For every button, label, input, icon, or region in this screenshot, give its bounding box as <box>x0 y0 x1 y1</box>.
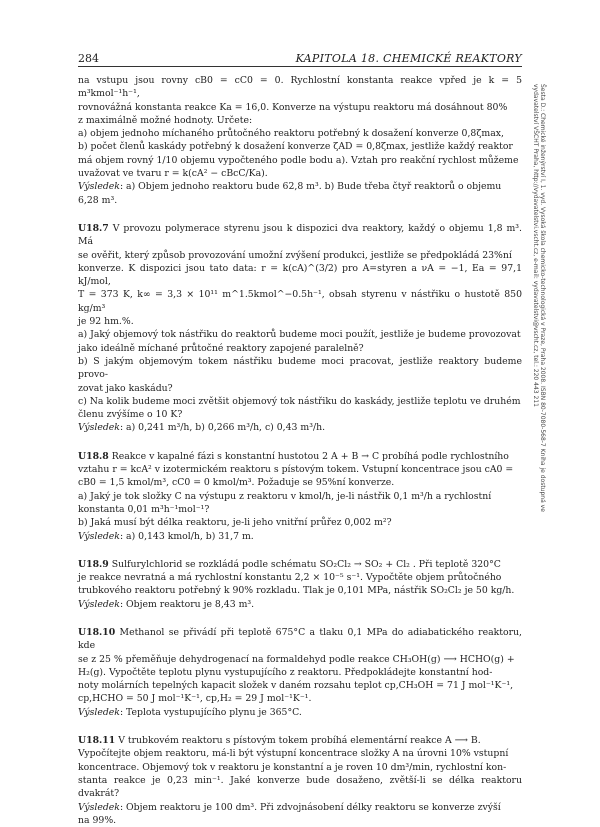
text-line: z maximálně možné hodnoty. Určete: <box>78 114 253 126</box>
intro-block <box>78 74 522 207</box>
problem-id: U18.9 <box>78 558 109 570</box>
result-line <box>78 180 522 193</box>
problem-u18-8 <box>78 450 522 543</box>
problem-text: V provozu polymerace styrenu jsou k dispozici dva reaktory, každý o objemu 1,8 m³. Má <box>78 222 522 248</box>
result-text: : a) Objem jednoho reaktoru bude 62,8 m³. b) Bude třeba čtyř reaktorů o objemu <box>119 181 502 193</box>
text-line: b) S jakým objemovým tokem nástřiku budeme moci pracovat, jestliže reaktory budeme provo- <box>78 355 522 381</box>
text-line: T = 373 K, k∞ = 3,3 × 10¹¹ m^1.5kmol^−0.5h⁻¹, obsah styrenu v nástřiku o hustotě 850 kg/m³ <box>78 289 522 314</box>
text-line: b) Jaká musí být délka reaktoru, je-li jeho vnitřní průřez 0,002 m²? <box>78 517 392 529</box>
result-line <box>78 421 522 434</box>
text-line <box>78 222 522 249</box>
text-line: je reakce nevratná a má rychlostní konstantu 2,2 × 10⁻⁵ s⁻¹. Vypočtěte objem průtočného <box>78 572 502 584</box>
text-line: rovnovážná konstanta reakce Ka = 16,0. Konverze na výstupu reaktoru má dosáhnout 80% <box>78 101 508 113</box>
problem-u18-10 <box>78 626 522 719</box>
result-label: Výsledek <box>78 530 120 542</box>
text-line: H₂(g). Vypočtěte teplotu plynu vystupujícího z reaktoru. Předpokládejte konstantní hod- <box>78 666 493 678</box>
problem-text: Sulfurylchlorid se rozkládá podle schématu SO₂Cl₂ → SO₂ + Cl₂ . Při teplotě 320°C <box>108 558 501 570</box>
text-line <box>78 626 522 653</box>
result-label: Výsledek <box>78 801 120 813</box>
text-line: noty molárních tepelných kapacit složek v daném rozsahu teplot cp,CH₃OH = 71 J mol⁻¹K⁻¹, <box>78 680 514 692</box>
text-line: se ověřit, který způsob provozování umožní zvýšení produkci, jestliže se předpokládá 23%ní <box>78 249 512 261</box>
text-line: a) Jaký je tok složky C na výstupu z reaktoru v kmol/h, je-li nástřik 0,1 m³/h a rychlostní <box>78 490 492 502</box>
problem-id: U18.7 <box>78 222 109 234</box>
result-line: na 99%. <box>78 814 117 826</box>
problem-u18-7 <box>78 222 522 435</box>
problem-u18-11 <box>78 734 522 827</box>
result-line <box>78 801 522 814</box>
result-label: Výsledek <box>78 706 120 718</box>
text-line: vztahu r = kcA² v izotermickém reaktoru s pístovým tokem. Vstupní koncentrace jsou cA0 = <box>78 464 514 476</box>
header-rule <box>78 66 522 67</box>
text-line <box>78 450 522 463</box>
result-line <box>78 706 522 719</box>
page-content <box>78 74 522 827</box>
result-line: 6,28 m³. <box>78 194 118 206</box>
problem-text: Reakce v kapalné fázi s konstantní hustotou 2 A + B → C probíhá podle rychlostního <box>108 450 509 462</box>
problem-text: V trubkovém reaktoru s pístovým tokem probíhá elementární reakce A ⟶ B. <box>115 735 481 747</box>
text-line: Vypočítejte objem reaktoru, má-li být výstupní koncentrace složky A na úrovni 10% vstupní <box>78 748 509 760</box>
result-line <box>78 530 522 543</box>
sidebar-note-text: Šesta D.: Chemické inženýrství I, 1. vyd. Vysoká škola chemicko-technologická v Praze, Praha 2008. ISBN 80-7080-568-7 Kniha je dostupná ve vydavatelství VŠCHT Praha, http://vydavatelstvi.vscht.cz, e-mail: vydavatelstvi@vscht.cz, tel.: 220 443 211 <box>532 84 546 512</box>
problem-u18-9 <box>78 558 522 611</box>
result-label: Výsledek <box>78 422 120 434</box>
result-text: : Teplota vystupujícího plynu je 365°C. <box>119 706 302 718</box>
text-line: a) Jaký objemový tok nástřiku do reaktorů budeme moci použít, jestliže je budeme provozovat <box>78 329 521 341</box>
result-text: : Objem reaktoru je 8,43 m³. <box>119 598 255 610</box>
result-text: : a) 0,241 m³/h, b) 0,266 m³/h, c) 0,43 m³/h. <box>119 422 326 434</box>
text-line: má objem rovný 1/10 objemu vypočteného podle bodu a). Vztah pro reakční rychlost můžeme <box>78 154 519 166</box>
chapter-title: KAPITOLA 18. CHEMICKÉ REAKTORY <box>295 52 522 65</box>
text-line: konstanta 0,01 m³h⁻¹mol⁻¹? <box>78 503 210 515</box>
text-line: a) objem jednoho míchaného průtočného reaktoru potřebný k dosažení konverze 0,8ζmax, <box>78 128 504 140</box>
text-line: je 92 hm.%. <box>78 316 134 328</box>
text-line: členu zvýšíme o 10 K? <box>78 409 183 421</box>
problem-id: U18.8 <box>78 450 109 462</box>
text-line: c) Na kolik budeme moci zvětšit objemový tok nástřiku do kaskády, jestliže teplotu ve druhém <box>78 395 521 407</box>
result-label: Výsledek <box>78 598 120 610</box>
text-line: cB0 = 1,5 kmol/m³, cC0 = 0 kmol/m³. Požaduje se 95%ní konverze. <box>78 477 395 489</box>
result-line <box>78 598 522 611</box>
problem-id: U18.10 <box>78 626 116 638</box>
text-line: zovat jako kaskádu? <box>78 382 173 394</box>
text-line <box>78 734 522 747</box>
problem-id: U18.11 <box>78 735 116 747</box>
text-line: stanta reakce je 0,23 min⁻¹. Jaké konverze bude dosaženo, zvětší-li se délka reaktoru dvakrát? <box>78 774 522 800</box>
text-line: se z 25 % přeměňuje dehydrogenací na formaldehyd podle reakce CH₃OH(g) ⟶ HCHO(g) + <box>78 653 515 665</box>
text-line: jako ideálně míchané průtočné reaktory zapojené paralelně? <box>78 342 364 354</box>
text-line: koncentrace. Objemový tok v reaktoru je konstantní a je roven 10 dm³/min, rychlostní kon- <box>78 761 507 773</box>
text-line: trubkového reaktoru potřebný k 90% rozkladu. Tlak je 0,101 MPa, nástřik SO₂Cl₂ je 50 kg/h. <box>78 585 515 597</box>
problem-text: Methanol se přivádí při teplotě 675°C a tlaku 0,1 MPa do adiabatického reaktoru, kde <box>78 626 522 652</box>
page-number: 284 <box>78 52 99 65</box>
text-line: b) počet členů kaskády potřebný k dosažení konverze ζAD = 0,8ζmax, jestliže každý reaktor <box>78 141 513 153</box>
text-line: uvažovat ve tvaru r = k(cA² − cBcC/Ka). <box>78 168 268 180</box>
result-label: Výsledek <box>78 181 120 193</box>
result-text: : a) 0,143 kmol/h, b) 31,7 m. <box>119 530 254 542</box>
text-line: konverze. K dispozici jsou tato data: r = k(cA)^(3/2) pro A=styren a νA = −1, Ea = 97,1 kJ/mol, <box>78 262 522 288</box>
result-text: : Objem reaktoru je 100 dm³. Při zdvojnásobení délky reaktoru se konverze zvýší <box>119 801 501 813</box>
text-line <box>78 558 522 571</box>
text-line: na vstupu jsou rovny cB0 = cC0 = 0. Rychlostní konstanta reakce vpřed je k = 5 m³kmol⁻¹h⁻¹, <box>78 75 522 100</box>
sidebar-note <box>530 84 544 514</box>
text-line: cp,HCHO = 50 J mol⁻¹K⁻¹, cp,H₂ = 29 J mol⁻¹K⁻¹. <box>78 693 312 705</box>
